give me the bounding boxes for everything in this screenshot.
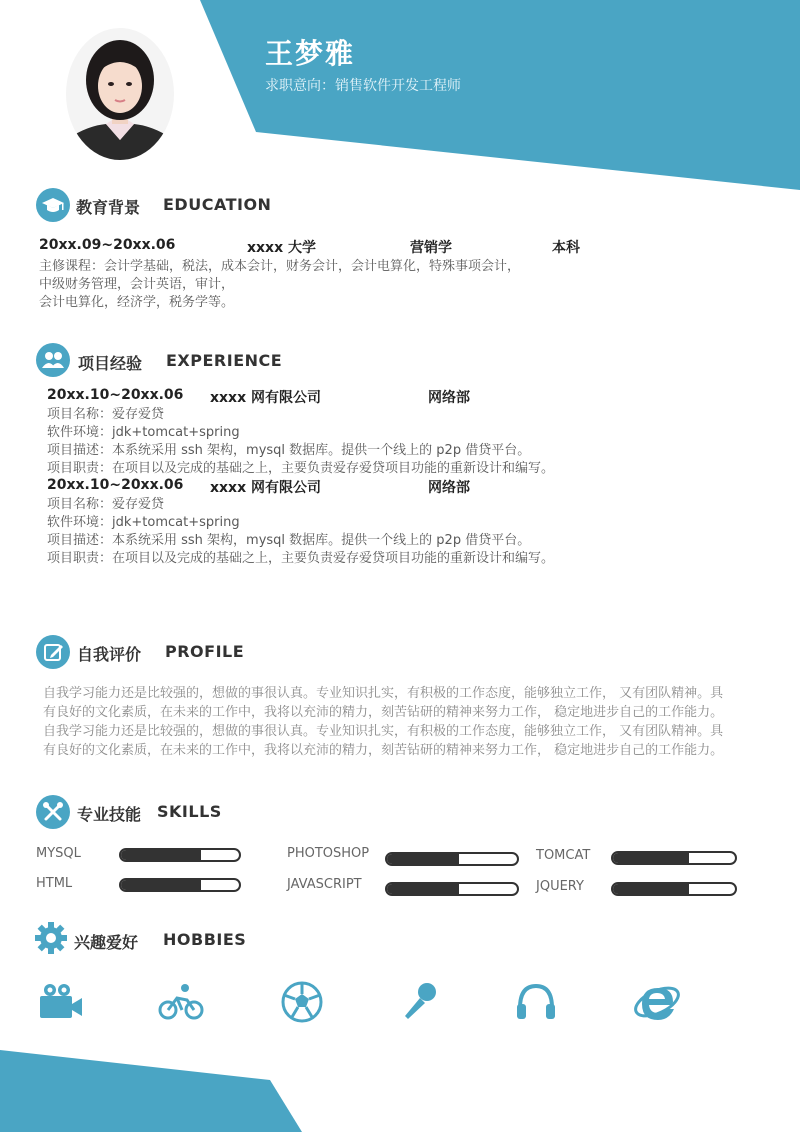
skill-bar bbox=[119, 848, 241, 862]
experience-line: 项目职责：在项目以及完成的基础之上，主要负责爱存爱贷项目功能的重新设计和编写。 bbox=[47, 461, 555, 476]
experience-line: 项目描述：本系统采用 ssh 架构，mysql 数据库。提供一个线上的 p2p 借贷平台。 bbox=[47, 533, 531, 548]
skill-bar-fill bbox=[387, 884, 459, 894]
education-school: xxxx 大学 bbox=[247, 240, 316, 256]
skill-bar bbox=[385, 852, 519, 866]
graduation-cap-icon bbox=[36, 188, 70, 222]
job-intent: 求职意向：销售软件开发工程师 bbox=[265, 78, 461, 94]
skill-label: PHOTOSHOP bbox=[287, 846, 370, 861]
footer-banner bbox=[0, 1040, 800, 1132]
edit-icon bbox=[36, 635, 70, 669]
education-course-line: 会计电算化，经济学，税务学等。 bbox=[39, 295, 235, 310]
gear-icon bbox=[33, 920, 69, 956]
experience-line: 项目名称：爱存爱贷 bbox=[47, 497, 165, 512]
skill-bar-fill bbox=[613, 853, 689, 863]
education-period: 20xx.09~20xx.06 bbox=[39, 237, 176, 253]
experience-company: xxxx 网有限公司 bbox=[210, 480, 321, 496]
tools-icon bbox=[36, 795, 70, 829]
experience-title-en: EXPERIENCE bbox=[166, 351, 283, 370]
experience-period: 20xx.10~20xx.06 bbox=[47, 477, 184, 493]
skill-bar bbox=[119, 878, 241, 892]
experience-line: 项目名称：爱存爱贷 bbox=[47, 407, 165, 422]
skill-bar-fill bbox=[387, 854, 459, 864]
experience-line: 软件环境：jdk+tomcat+spring bbox=[47, 515, 240, 530]
people-icon bbox=[36, 343, 70, 377]
experience-company: xxxx 网有限公司 bbox=[210, 390, 321, 406]
education-course-line: 主修课程：会计学基础，税法，成本会计，财务会计，会计电算化，特殊事项会计， bbox=[39, 259, 521, 274]
skill-label: JQUERY bbox=[536, 879, 584, 894]
skill-label: HTML bbox=[36, 876, 73, 891]
experience-title-cn: 项目经验 bbox=[78, 354, 143, 373]
hobbies-title-cn: 兴趣爱好 bbox=[74, 933, 139, 952]
experience-line: 项目职责：在项目以及完成的基础之上，主要负责爱存爱贷项目功能的重新设计和编写。 bbox=[47, 551, 555, 566]
profile-title-en: PROFILE bbox=[165, 642, 245, 661]
video-camera-icon bbox=[36, 978, 84, 1026]
education-title-en: EDUCATION bbox=[163, 195, 272, 214]
skill-bar-fill bbox=[121, 880, 201, 890]
skill-label: TOMCAT bbox=[536, 848, 591, 863]
experience-line: 项目描述：本系统采用 ssh 架构，mysql 数据库。提供一个线上的 p2p 借贷平台。 bbox=[47, 443, 531, 458]
profile-line: 自我学习能力还是比较强的，想做的事很认真。专业知识扎实，有积极的工作态度，能够独立工作， 又有团队精神。具 bbox=[43, 724, 724, 739]
cycling-icon bbox=[157, 978, 205, 1026]
skill-label: JAVASCRIPT bbox=[287, 877, 362, 892]
avatar bbox=[66, 28, 174, 160]
profile-line: 有良好的文化素质，在未来的工作中，我将以充沛的精力，刻苦钻研的精神来努力工作， 稳定地进步自己的工作能力。 bbox=[43, 743, 724, 758]
soccer-ball-icon bbox=[278, 978, 326, 1026]
experience-line: 软件环境：jdk+tomcat+spring bbox=[47, 425, 240, 440]
experience-dept: 网络部 bbox=[428, 390, 470, 406]
skill-bar-fill bbox=[121, 850, 201, 860]
education-degree: 本科 bbox=[552, 240, 580, 256]
education-course-line: 中级财务管理，会计英语，审计， bbox=[39, 277, 235, 292]
skill-bar bbox=[611, 851, 737, 865]
profile-title-cn: 自我评价 bbox=[77, 645, 142, 664]
skill-bar-fill bbox=[613, 884, 689, 894]
internet-explorer-icon bbox=[633, 978, 681, 1026]
profile-line: 自我学习能力还是比较强的，想做的事很认真。专业知识扎实，有积极的工作态度，能够独立工作， 又有团队精神。具 bbox=[43, 686, 724, 701]
profile-line: 有良好的文化素质，在未来的工作中，我将以充沛的精力，刻苦钻研的精神来努力工作， 稳定地进步自己的工作能力。 bbox=[43, 705, 724, 720]
skills-title-en: SKILLS bbox=[157, 802, 222, 821]
skills-title-cn: 专业技能 bbox=[77, 805, 142, 824]
education-major: 营销学 bbox=[410, 240, 452, 256]
skill-label: MYSQL bbox=[36, 846, 81, 861]
microphone-icon bbox=[395, 978, 443, 1026]
skill-bar bbox=[385, 882, 519, 896]
profile-text bbox=[43, 684, 768, 760]
experience-dept: 网络部 bbox=[428, 480, 470, 496]
skill-bar bbox=[611, 882, 737, 896]
candidate-name: 王梦雅 bbox=[265, 37, 356, 70]
education-title-cn: 教育背景 bbox=[76, 198, 141, 217]
experience-period: 20xx.10~20xx.06 bbox=[47, 387, 184, 403]
headphones-icon bbox=[512, 978, 560, 1026]
hobbies-title-en: HOBBIES bbox=[163, 930, 247, 949]
